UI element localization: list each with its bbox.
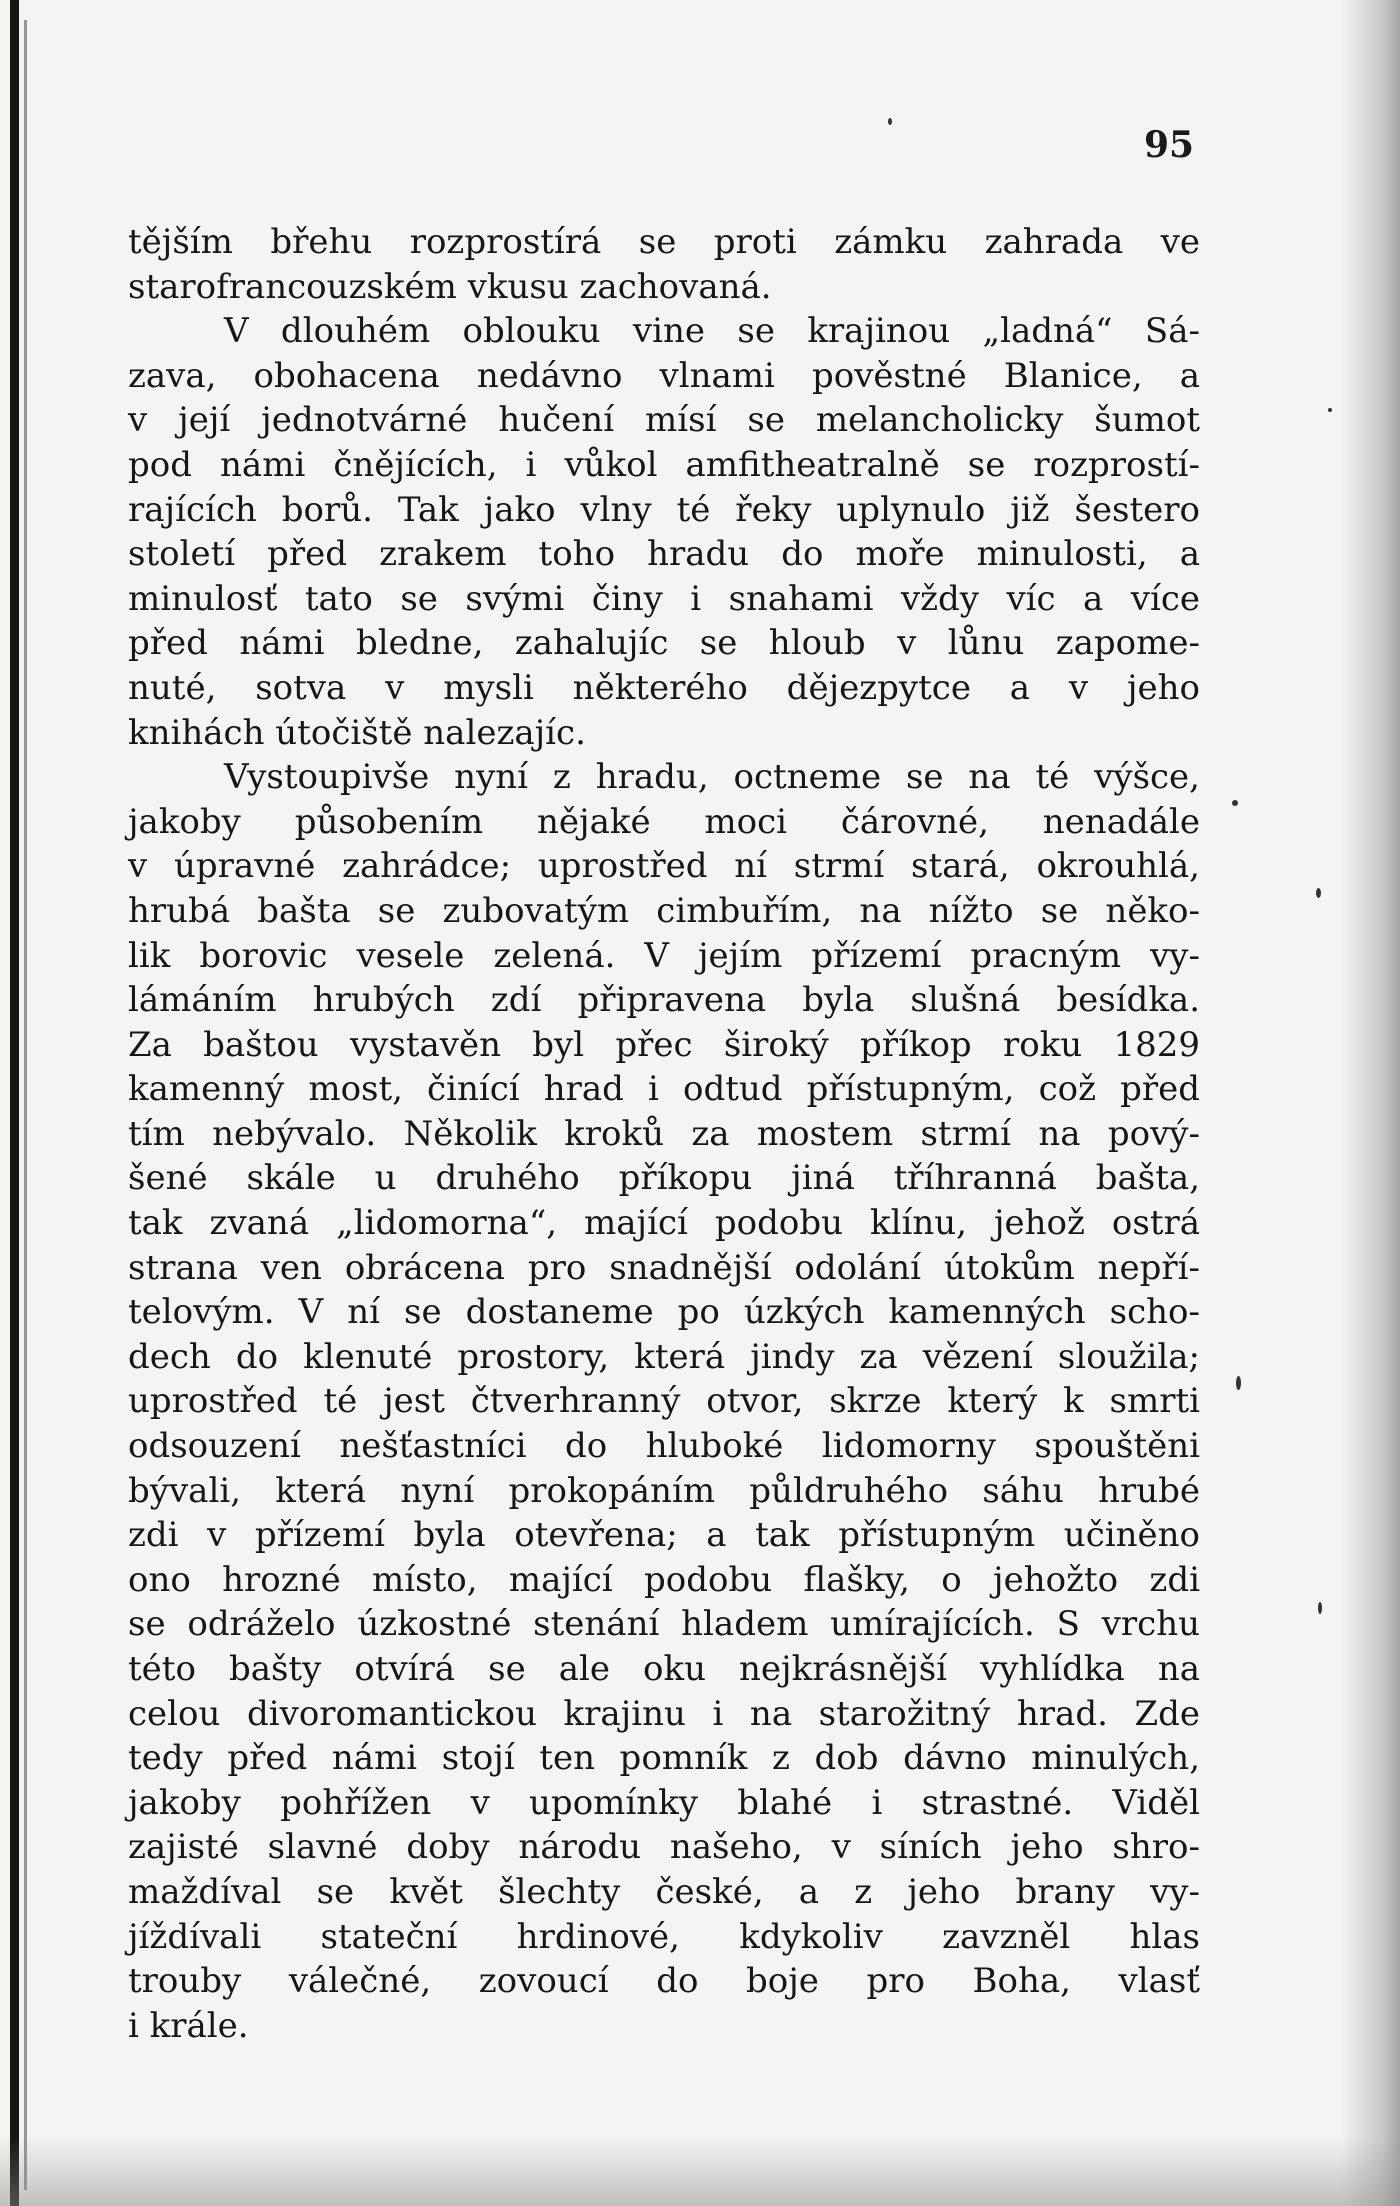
text-line: dech do klenuté prostory, která jindy za vězení sloužila; <box>128 1336 1200 1377</box>
text-line: tím nebývalo. Několik kroků za mostem strmí na pový- <box>128 1113 1200 1154</box>
text-line: jakoby působením nějaké moci čárovné, nenadále <box>128 801 1200 842</box>
body-text <box>128 220 1200 2048</box>
dust-speck <box>1232 800 1238 806</box>
scan-edge-right <box>1340 0 1400 2206</box>
text-line: tějším břehu rozprostírá se proti zámku zahrada ve <box>128 222 1200 262</box>
text-line: Vystoupivše nyní z hradu, octneme se na té výšce, <box>224 757 1200 798</box>
text-line: strana ven obrácena pro snadnější odolání útokům nepří- <box>128 1247 1200 1288</box>
text-line: v její jednotvárné hučení mísí se melancholicky šumot <box>128 400 1200 441</box>
text-line: před námi bledne, zahalujíc se hloub v lůnu zapome- <box>128 623 1200 664</box>
text-line: rajících borů. Tak jako vlny té řeky uplynulo již šestero <box>128 489 1200 530</box>
text-line: Za baštou vystavěn byl přec široký příkop roku 1829 <box>128 1024 1200 1065</box>
text-line: V dlouhém oblouku vine se krajinou „ladná“ Sá- <box>224 311 1200 352</box>
text-line: pod námi čnějících, i vůkol amfitheatralně se rozprostí- <box>128 444 1200 485</box>
text-line: maždíval se květ šlechty české, a z jeho brany vy- <box>128 1871 1200 1912</box>
text-line: minulosť tato se svými činy i snahami vždy víc a více <box>128 578 1200 619</box>
text-line: i krále. <box>128 2005 249 2046</box>
page-number: 95 <box>1144 124 1195 166</box>
text-line: nuté, sotva v mysli některého dějezpytce a v jeho <box>128 667 1200 708</box>
text-line: století před zrakem toho hradu do moře minulosti, a <box>128 534 1200 575</box>
dust-speck <box>1316 888 1321 898</box>
dust-speck <box>1236 1376 1241 1390</box>
text-line: této bašty otvírá se ale oku nejkrásnější vyhlídka na <box>128 1649 1200 1689</box>
text-line: starofrancouzském vkusu zachovaná. <box>128 266 772 307</box>
scan-edge-shadow <box>24 20 27 2190</box>
text-line: hrubá bašta se zubovatým cimbuřím, na nížto se něko- <box>128 890 1200 931</box>
scan-edge-bottom <box>0 2136 1400 2206</box>
text-line: tak zvaná „lidomorna“, mající podobu klínu, jehož ostrá <box>128 1203 1200 1244</box>
text-line: jakoby pohřížen v upomínky blahé i strastné. Viděl <box>128 1782 1200 1823</box>
text-line: ono hrozné místo, mající podobu flašky, o jehožto zdi <box>128 1559 1200 1600</box>
text-line: zajisté slavné doby národu našeho, v síních jeho shro- <box>128 1827 1200 1868</box>
text-line: celou divoromantickou krajinu i na starožitný hrad. Zde <box>128 1693 1200 1734</box>
text-line: odsouzení nešťastníci do hluboké lidomorny spouštěni <box>128 1426 1200 1467</box>
dust-speck <box>1318 1602 1322 1614</box>
dust-speck <box>888 118 892 125</box>
scan-edge-left <box>10 0 19 2206</box>
text-line: telovým. V ní se dostaneme po úzkých kamenných scho- <box>128 1292 1200 1333</box>
text-line: trouby válečné, zovoucí do boje pro Boha, vlasť <box>128 1961 1200 2002</box>
text-line: tedy před námi stojí ten pomník z dob dávno minulých, <box>128 1738 1200 1779</box>
text-line: bývali, která nyní prokopáním půldruhého sáhu hrubé <box>128 1470 1200 1511</box>
text-line: zdi v přízemí byla otevřena; a tak přístupným učiněno <box>128 1515 1200 1556</box>
text-line: jíždívali stateční hrdinové, kdykoliv zavzněl hlas <box>128 1916 1200 1957</box>
dust-speck <box>1328 408 1332 412</box>
text-line: lámáním hrubých zdí připravena byla slušná besídka. <box>128 980 1200 1021</box>
text-line: kamenný most, činící hrad i odtud přístupným, což před <box>128 1069 1200 1110</box>
text-line: knihách útočiště nalezajíc. <box>128 712 586 753</box>
text-line: se odráželo úzkostné stenání hladem umírajících. S vrchu <box>128 1604 1200 1645</box>
text-line: uprostřed té jest čtverhranný otvor, skrze který k smrti <box>128 1381 1200 1422</box>
text-line: lik borovic vesele zelená. V jejím přízemí pracným vy- <box>128 935 1200 976</box>
text-line: zava, obohacena nedávno vlnami pověstné Blanice, a <box>128 355 1200 396</box>
text-line: šené skále u druhého příkopu jiná tříhranná bašta, <box>128 1158 1200 1199</box>
text-line: v úpravné zahrádce; uprostřed ní strmí stará, okrouhlá, <box>128 846 1200 887</box>
